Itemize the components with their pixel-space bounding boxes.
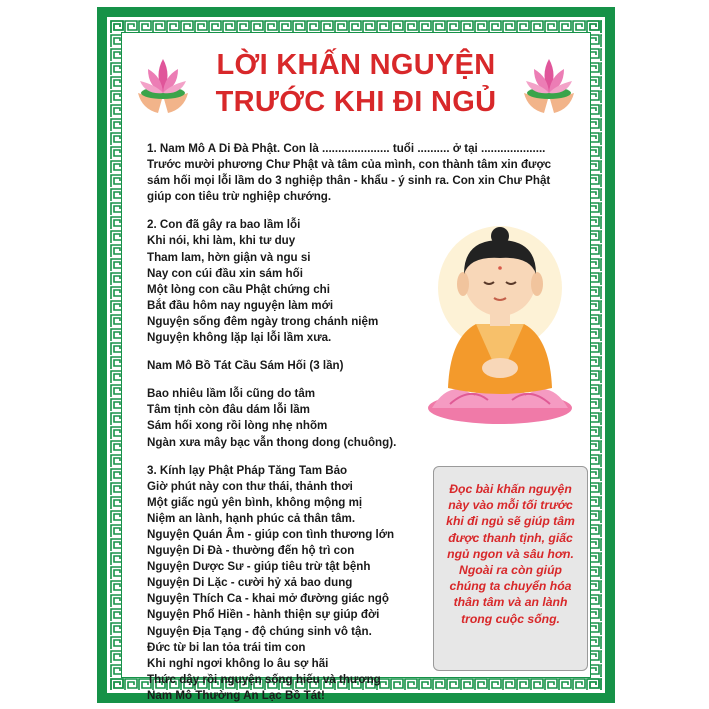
- note-line: chúng ta chuyển hóa: [449, 579, 572, 594]
- text-line: Nguyện Dược Sư - giúp tiêu trừ tật bệnh: [147, 560, 371, 574]
- note-line: Ngoài ra còn giúp: [459, 563, 562, 578]
- note-line: Đọc bài khấn nguyện: [449, 482, 572, 496]
- text-line: Nguyện Di Lặc - cười hỷ xả bao dung: [147, 576, 353, 590]
- note-line: khi đi ngủ sẽ giúp tâm: [446, 514, 575, 529]
- note-box: [433, 466, 588, 671]
- section-1: [147, 141, 557, 205]
- text-line: Nguyện Phổ Hiền - hành thiện sự giúp đời: [147, 608, 380, 622]
- text-line: Nguyện không lặp lại lỗi lầm xưa.: [147, 331, 332, 345]
- note-line: ngủ ngon và sâu hơn.: [447, 546, 574, 561]
- text-line: Nguyện sống đêm ngày trong chánh niệm: [147, 314, 379, 328]
- text-line: Sám hối xong rồi lòng nhẹ nhõm: [147, 419, 328, 433]
- text-line: Niệm an lành, hạnh phúc cả thân tâm.: [147, 511, 356, 525]
- text-line: Bao nhiêu lầm lỗi cũng do tâm: [147, 387, 316, 401]
- note-line: này vào mỗi tối trước: [448, 498, 573, 513]
- note-line: thân tâm và an lành: [453, 595, 568, 610]
- text-line: Đức từ bi lan tỏa trái tim con: [147, 640, 306, 654]
- text-line: Khi nói, khi làm, khi tư duy: [147, 234, 296, 248]
- title-line-1: LỜI KHẤN NGUYỆN: [216, 49, 496, 81]
- text-line: 1. Nam Mô A Di Đà Phật. Con là ..................... tuổi .......... ở tại ....................: [147, 142, 546, 155]
- text-line: Khi nghỉ ngơi không lo âu sợ hãi: [147, 656, 329, 670]
- text-line: Tham lam, hờn giận và ngu si: [147, 250, 311, 264]
- border-ring: [107, 17, 605, 702]
- text-line: Trước mười phương Chư Phật và tâm của mình, con thành tâm xin được: [147, 158, 552, 172]
- section-invocation: [147, 358, 557, 374]
- note-line: trong cuộc sống.: [461, 611, 560, 626]
- text-line: Một giấc ngủ yên bình, không mộng mị: [147, 495, 363, 509]
- text-line: giúp con tiêu trừ nghiệp chướng.: [147, 190, 332, 204]
- text-line: Giờ phút này con thư thái, thảnh thơi: [147, 479, 353, 493]
- text-line: Nguyện Thích Ca - khai mở đường giác ngộ: [147, 592, 389, 606]
- text-line: Nam Mô Thường An Lạc Bồ Tát!: [147, 688, 325, 702]
- text-line: Ngàn xưa mây bạc vẫn thong dong (chuông).: [147, 435, 397, 449]
- lotus-hands-icon: [514, 53, 584, 117]
- text-line: 3. Kính lạy Phật Pháp Tăng Tam Bảo: [147, 463, 348, 477]
- text-line: Nguyện Địa Tạng - độ chúng sinh vô tận.: [147, 624, 372, 638]
- text-line: Nguyện Quán Âm - giúp con tình thương lớn: [147, 527, 395, 541]
- text-line: Nay con cúi đầu xin sám hối: [147, 266, 303, 280]
- text-line: Tâm tịnh còn đâu dám lỗi lầm: [147, 403, 310, 417]
- text-line: Nguyện Di Đà - thường đến hộ trì con: [147, 544, 355, 558]
- poster: [97, 7, 615, 703]
- lotus-hands-icon: [128, 53, 198, 117]
- text-line: 2. Con đã gây ra bao lầm lỗi: [147, 218, 301, 232]
- text-line: Bắt đầu hôm nay nguyện làm mới: [147, 298, 334, 312]
- title-line-2: TRƯỚC KHI ĐI NGỦ: [215, 86, 497, 118]
- note-line: được thanh tịnh, giấc: [448, 530, 573, 545]
- text-line: sám hối mọi lỗi lầm do 3 nghiệp thân - khẩu - ý sinh ra. Con xin Chư Phật: [147, 174, 551, 188]
- text-line: Một lòng con cầu Phật chứng chi: [147, 282, 330, 296]
- section-verse: [147, 386, 557, 450]
- text-line: Thức dậy rồi nguyện sống hiếu và thương: [147, 672, 381, 686]
- content-panel: [122, 33, 590, 702]
- text-line: Nam Mô Bồ Tát Cầu Sám Hối (3 lần): [147, 359, 344, 373]
- section-2: [147, 217, 557, 346]
